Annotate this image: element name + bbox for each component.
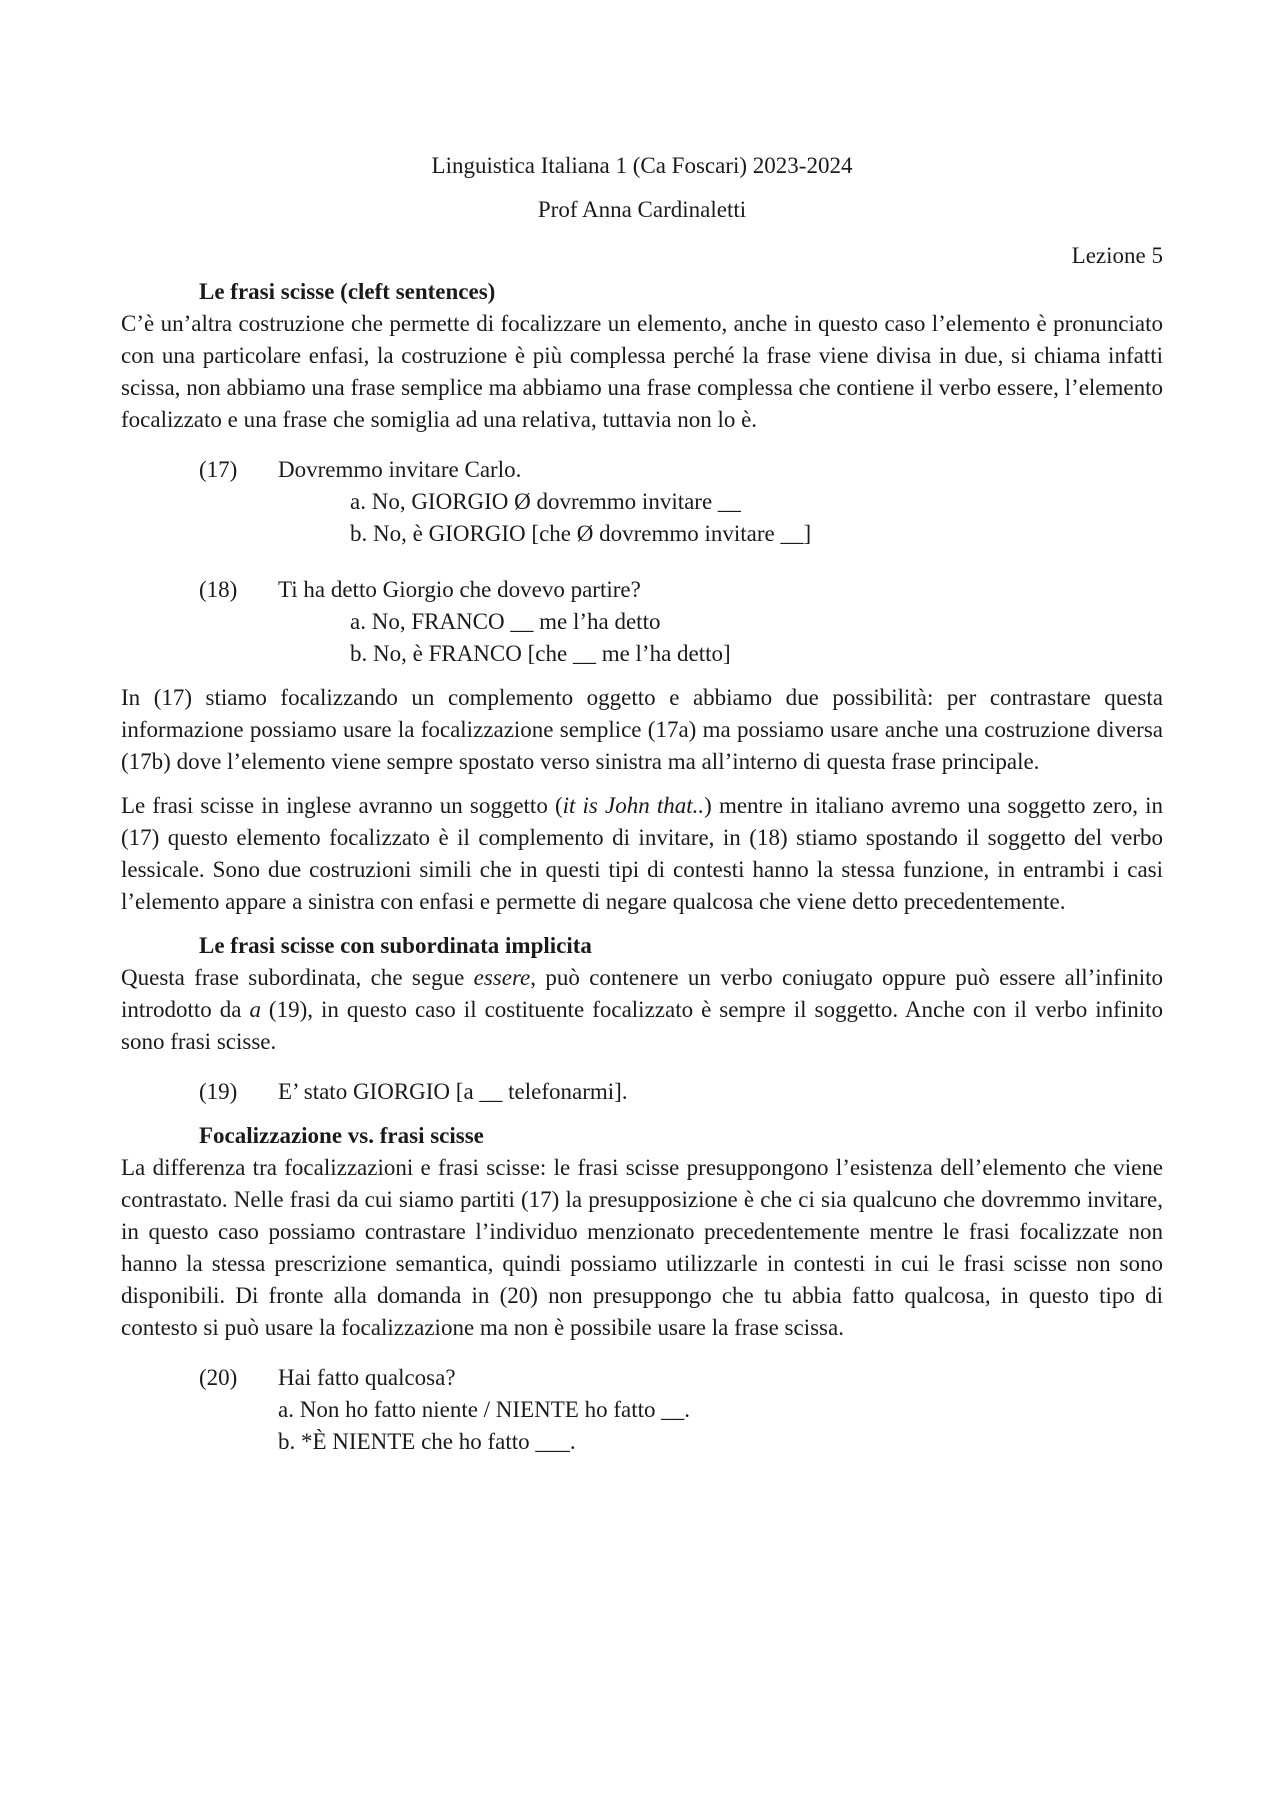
example-variant-a: a. No, GIORGIO Ø dovremmo invitare __ xyxy=(350,489,741,514)
example-main: Ti ha detto Giorgio che dovevo partire? xyxy=(278,577,641,602)
text-run: (19), in questo caso il costituente focalizzato è sempre il soggetto. Anche con il verbo infinito sono frasi scisse. xyxy=(121,997,1164,1054)
section-heading-focus-vs-cleft: Focalizzazione vs. frasi scisse xyxy=(199,1123,484,1148)
lesson-number: Lezione 5 xyxy=(1071,243,1163,268)
example-variant-b: b. *È NIENTE che ho fatto ___. xyxy=(278,1429,576,1454)
example-main: Hai fatto qualcosa? xyxy=(278,1365,456,1390)
paragraph-17-analysis: In (17) stiamo focalizzando un complemento oggetto e abbiamo due possibilità: per contrastare questa informazione possiamo usare la focalizzazione semplice (17a) ma possiamo usare anche una costruzione diversa (17b) dove l’elemento viene sempre spostato verso sinistra ma all’interno di questa frase principale. xyxy=(121,685,1163,774)
paragraph-english-comparison xyxy=(121,790,1163,918)
example-main: Dovremmo invitare Carlo. xyxy=(278,457,522,482)
example-number: (17) xyxy=(199,457,238,482)
example-variant-b: b. No, è FRANCO [che __ me l’ha detto] xyxy=(350,641,731,666)
paragraph-implicit xyxy=(121,962,1163,1058)
example-number: (18) xyxy=(199,577,238,602)
example-variant-b: b. No, è GIORGIO [che Ø dovremmo invitare __] xyxy=(350,521,812,546)
example-main: E’ stato GIORGIO [a __ telefonarmi]. xyxy=(278,1079,628,1104)
example-18 xyxy=(121,574,1163,670)
example-number: (20) xyxy=(199,1365,238,1390)
document-page xyxy=(121,150,1163,1458)
italic-word: a xyxy=(249,997,261,1022)
section-heading-implicit: Le frasi scisse con subordinata implicita xyxy=(199,933,592,958)
text-run: Questa frase subordinata, che segue xyxy=(121,965,474,990)
italic-example: it is John that.. xyxy=(562,793,705,818)
section-heading-cleft: Le frasi scisse (cleft sentences) xyxy=(199,279,496,304)
course-title: Linguistica Italiana 1 (Ca Foscari) 2023-2024 xyxy=(431,153,853,178)
professor-name: Prof Anna Cardinaletti xyxy=(537,197,747,222)
example-variant-a: a. No, FRANCO __ me l’ha detto xyxy=(350,609,661,634)
text-run: Le frasi scisse in inglese avranno un soggetto ( xyxy=(121,793,563,818)
italic-word: essere xyxy=(473,965,531,990)
example-17 xyxy=(121,454,1163,550)
paragraph-focus-vs-cleft: La differenza tra focalizzazioni e frasi scisse: le frasi scisse presuppongono l’esistenza dell’elemento che viene contrastato. Nelle frasi da cui siamo partiti (17) la presupposizione è che ci sia qualcuno che dovremmo invitare, in questo caso possiamo contrastare l’individuo menzionato precedentemente mentre le frasi focalizzate non hanno la stessa prescrizione semantica, quindi possiamo utilizzarle in contesti in cui le frasi scisse non sono disponibili. Di fronte alla domanda in (20) non presuppongo che tu abbia fatto qualcosa, in questo tipo di contesto si può usare la focalizzazione ma non è possibile usare la frase scissa. xyxy=(121,1155,1163,1340)
example-variant-a: a. Non ho fatto niente / NIENTE ho fatto __. xyxy=(278,1397,690,1422)
text-run: , può contenere un verbo coniugato oppure può essere all’infinito introdotto da xyxy=(121,965,1163,1022)
example-number: (19) xyxy=(199,1079,238,1104)
example-19 xyxy=(121,1076,1163,1108)
text-run: ) mentre in italiano avremo una soggetto zero, in (17) questo elemento focalizzato è il complemento di invitare, in (18) stiamo spostando il soggetto del verbo lessicale. Sono due costruzioni simili che in questi tipi di contesti hanno la stessa funzione, in entrambi i casi l’elemento appare a sinistra con enfasi e permette di negare qualcosa che viene detto precedentemente. xyxy=(121,793,1163,914)
example-20 xyxy=(121,1362,1163,1458)
paragraph-intro: C’è un’altra costruzione che permette di focalizzare un elemento, anche in questo caso l’elemento è pronunciato con una particolare enfasi, la costruzione è più complessa perché la frase viene divisa in due, si chiama infatti scissa, non abbiamo una frase semplice ma abbiamo una frase complessa che contiene il verbo essere, l’elemento focalizzato e una frase che somiglia ad una relativa, tuttavia non lo è. xyxy=(121,311,1163,432)
